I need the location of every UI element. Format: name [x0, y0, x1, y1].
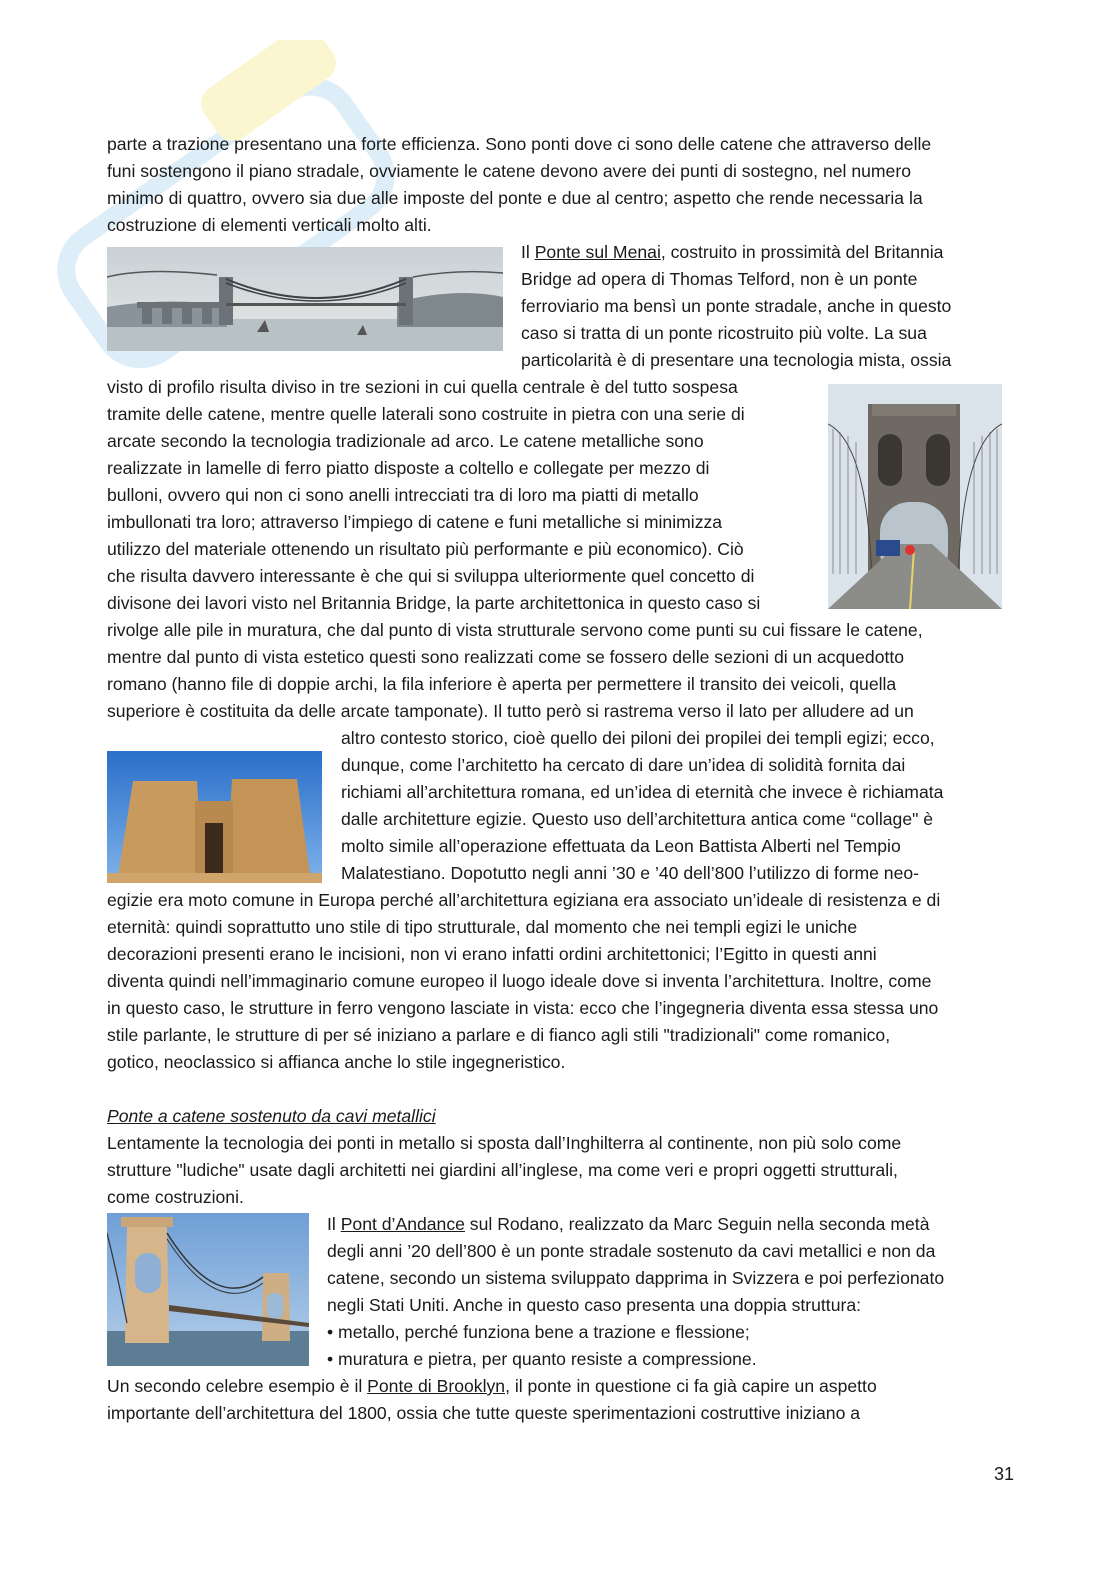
text-line: rivolge alle pile in muratura, che dal punto di vista strutturale servono come punti su cui fissare le catene,	[107, 620, 923, 640]
text-line: realizzate in lamelle di ferro piatto disposte a coltello e collegate per mezzo di	[107, 458, 710, 478]
text-line: utilizzo del materiale ottenendo un risultato più performante e più economico). Ciò	[107, 539, 744, 559]
text-line: molto simile all’operazione effettuata da Leon Battista Alberti nel Tempio	[341, 836, 901, 856]
menai-pier-photo-image	[828, 384, 1002, 609]
text-line: Il Ponte sul Menai, costruito in prossimità del Britannia	[521, 242, 944, 262]
text-line: egizie era moto comune in Europa perché all’architettura egiziana era associato un’ideale di resistenza e di	[107, 890, 941, 910]
text-line: eternità: quindi soprattutto uno stile di tipo strutturale, dal momento che nei templi egizi le uniche	[107, 917, 858, 937]
text-line: Il Pont d’Andance sul Rodano, realizzato da Marc Seguin nella seconda metà	[327, 1214, 930, 1234]
egyptian-temple-photo-image	[107, 751, 322, 883]
pont-andance-link[interactable]: Pont d’Andance	[340, 1214, 465, 1234]
text-line: decorazioni presenti erano le incisioni, non vi erano infatti ordini architettonici; l’Egitto in questi anni	[107, 944, 877, 964]
pont-andance-photo-image	[107, 1213, 309, 1366]
menai-bridge-engraving-image	[107, 247, 503, 351]
text-line: mentre dal punto di vista estetico questi sono realizzati come se fossero delle sezioni di un acquedotto	[107, 647, 905, 667]
text-line: superiore è costituita da delle arcate tamponate). Il tutto però si rastrema verso il lato per alludere ad un	[107, 701, 914, 721]
text-line: dalle architetture egizie. Questo uso dell’architettura antica come “collage" è	[341, 809, 934, 829]
section-heading: Ponte a catene sostenuto da cavi metallici	[107, 1106, 436, 1126]
ponte-sul-menai-link[interactable]: Ponte sul Menai	[534, 242, 661, 262]
text-line: importante dell’architettura del 1800, ossia che tutte queste sperimentazioni costruttive iniziano a	[107, 1403, 861, 1423]
text-line: diventa quindi nell’immaginario comune europeo il luogo ideale dove si inventa l’architettura. Inoltre, come	[107, 971, 932, 991]
text-line: gotico, neoclassico si affianca anche lo stile ingegneristico.	[107, 1052, 566, 1072]
text-line: imbullonati tra loro; attraverso l’impiego di catene e funi metalliche si minimizza	[107, 512, 723, 532]
text-line: costruzione di elementi verticali molto alti.	[107, 215, 432, 235]
text-line: altro contesto storico, cioè quello dei piloni dei propilei dei templi egizi; ecco,	[341, 728, 935, 748]
text-line: Bridge ad opera di Thomas Telford, non è un ponte	[521, 269, 918, 289]
text-line: in questo caso, le strutture in ferro vengono lasciate in vista: ecco che l’ingegneria diventa essa stessa uno	[107, 998, 939, 1018]
list-item: • muratura e pietra, per quanto resiste a compressione.	[327, 1349, 757, 1369]
text-line: tramite delle catene, mentre quelle laterali sono costruite in pietra con una serie di	[107, 404, 745, 424]
text-line: funi sostengono il piano stradale, ovviamente le catene devono avere dei punti di sostegno, nel numero	[107, 161, 911, 181]
text-line: Malatestiano. Dopotutto negli anni ’30 e ’40 dell’800 l’utilizzo di forme neo-	[341, 863, 920, 883]
text-line: stile parlante, le strutture di per sé iniziano a parlare e di fianco agli stili "tradizionali" come romanico,	[107, 1025, 891, 1045]
text-line: particolarità è di presentare una tecnologia mista, ossia	[521, 350, 952, 370]
text-line: divisone dei lavori visto nel Britannia Bridge, la parte architettonica in questo caso si	[107, 593, 761, 613]
text-line: richiami all’architettura romana, ed un’idea di eternità che invece è richiamata	[341, 782, 944, 802]
text-line: come costruzioni.	[107, 1187, 244, 1207]
text-line: degli anni ’20 dell’800 è un ponte stradale sostenuto da cavi metallici e non da	[327, 1241, 936, 1261]
text-line: caso si tratta di un ponte ricostruito più volte. La sua	[521, 323, 927, 343]
ponte-brooklyn-link[interactable]: Ponte di Brooklyn	[367, 1376, 506, 1396]
text-line: catene, secondo un sistema sviluppato dapprima in Svizzera e poi perfezionato	[327, 1268, 945, 1288]
list-item: • metallo, perché funziona bene a trazione e flessione;	[327, 1322, 750, 1342]
text-line: arcate secondo la tecnologia tradizionale ad arco. Le catene metalliche sono	[107, 431, 704, 451]
text-line: romano (hanno file di doppie archi, la fila inferiore è aperta per permettere il transito dei veicoli, quella	[107, 674, 897, 694]
text-line: negli Stati Uniti. Anche in questo caso presenta una doppia struttura:	[327, 1295, 862, 1315]
text-line: bulloni, ovvero qui non ci sono anelli intrecciati tra di loro ma piatti di metallo	[107, 485, 699, 505]
text-line: dunque, come l’architetto ha cercato di dare un’idea di solidità fornita dai	[341, 755, 906, 775]
text-line: che risulta davvero interessante è che qui si sviluppa ulteriormente quel concetto di	[107, 566, 755, 586]
text-line: minimo di quattro, ovvero sia due alle imposte del ponte e due al centro; aspetto che rende necessaria la	[107, 188, 923, 208]
text-line: strutture "ludiche" usate dagli architetti nei giardini all’inglese, ma come veri e propri oggetti strutturali,	[107, 1160, 898, 1180]
text-line: ferroviario ma bensì un ponte stradale, anche in questo	[521, 296, 952, 316]
text-line: visto di profilo risulta diviso in tre sezioni in cui quella centrale è del tutto sospesa	[107, 377, 738, 397]
text-line: Un secondo celebre esempio è il Ponte di Brooklyn, il ponte in questione ci fa già capire un aspetto	[107, 1376, 877, 1396]
text-line: Lentamente la tecnologia dei ponti in metallo si sposta dall’Inghilterra al continente, non più solo come	[107, 1133, 902, 1153]
text-line: parte a trazione presentano una forte efficienza. Sono ponti dove ci sono delle catene che attraverso delle	[107, 134, 932, 154]
page-number: 31	[993, 1464, 1014, 1484]
